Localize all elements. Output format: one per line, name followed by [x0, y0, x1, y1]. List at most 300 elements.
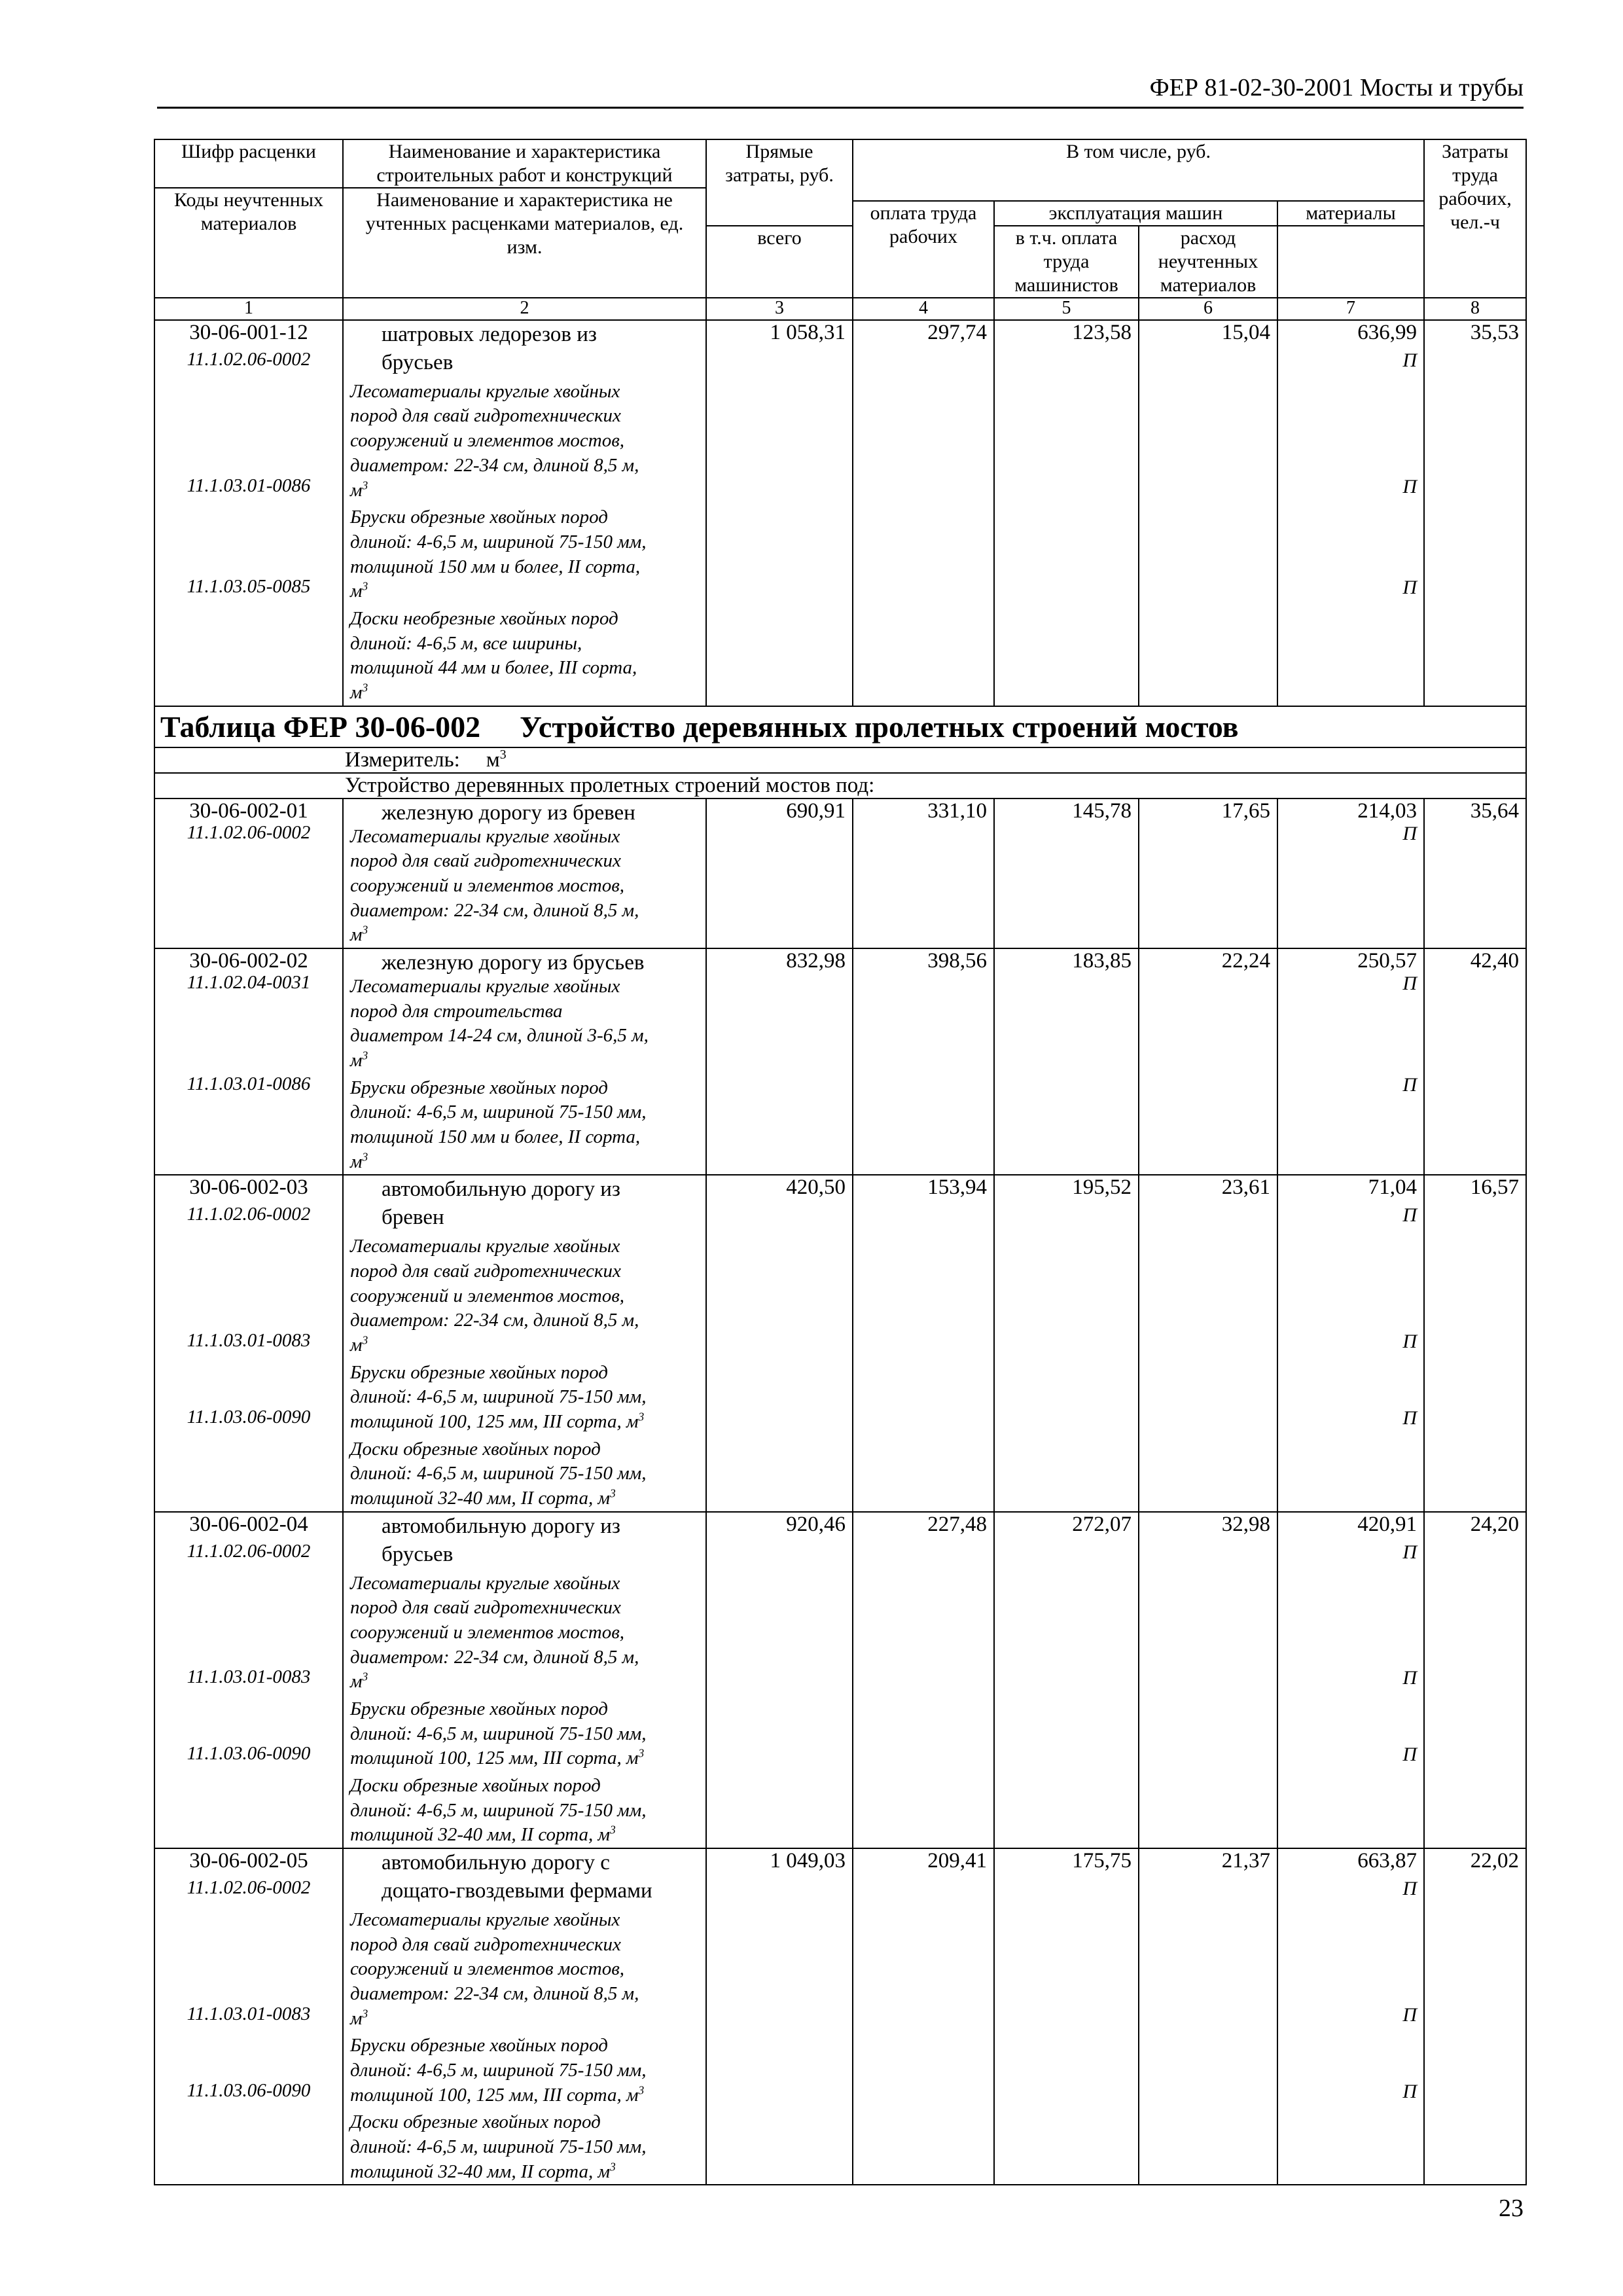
- material-text: диаметром: 22-34 см, длиной 8,5 м,: [350, 899, 639, 921]
- material-text-line: $м^3$: [350, 923, 368, 946]
- machines-labor-cell: [1139, 1848, 1277, 2185]
- material-text: длиной: 4-6,5 м, шириной 75-150 мм,: [350, 2060, 647, 2081]
- table-header: [154, 139, 1526, 320]
- material-description: [350, 1234, 699, 1357]
- material-text-line: [350, 1076, 699, 1101]
- material-text-line: [350, 1100, 699, 1125]
- material-text: пород для свай гидротехнических: [350, 1933, 621, 1955]
- labor-hours-cell-value: 22,02: [1470, 1849, 1520, 1873]
- material-code: 11.1.03.06-0090: [187, 1407, 311, 1428]
- material-text-line: [350, 825, 699, 850]
- work-name-line: железную дорогу из бревен: [382, 800, 635, 825]
- machines-total-cell-value: 195,52: [1072, 1175, 1132, 1200]
- material-text: Лесоматериалы круглые хвойных: [350, 380, 620, 402]
- material-text: толщиной 32-40 мм, II сорта, м: [350, 1488, 610, 1509]
- material-text-line: [350, 1259, 699, 1284]
- material-text: м: [350, 682, 363, 704]
- material-text: пород для свай гидротехнических: [350, 1597, 621, 1619]
- material-text: м: [350, 479, 363, 501]
- material-description: [350, 1437, 699, 1511]
- labor-pay-cell-value: 331,10: [927, 798, 987, 823]
- work-name-cell: [343, 1512, 706, 1848]
- rate-code: 30-06-002-01: [189, 798, 308, 823]
- work-name-line: брусьев: [382, 350, 454, 374]
- material-text: сооружений и элементов мостов,: [350, 430, 625, 452]
- material-price-marker: П: [1402, 350, 1418, 371]
- rate-code: 30-06-002-03: [189, 1175, 308, 1200]
- material-description: [350, 380, 699, 503]
- materials-value: 420,91: [1357, 1512, 1418, 1536]
- work-name: [350, 1513, 699, 1569]
- material-text: длиной: 4-6,5 м, все ширины,: [350, 632, 582, 654]
- work-name-line: дощато-гвоздевыми фермами: [382, 1879, 652, 1903]
- labor-pay-cell: [853, 1512, 994, 1848]
- material-text-line: [350, 530, 699, 555]
- rate-code-cell: [154, 1848, 343, 2185]
- material-text: длиной: 4-6,5 м, шириной 75-150 мм,: [350, 1102, 647, 1123]
- column-number: 2: [343, 298, 706, 320]
- material-text: длиной: 4-6,5 м, шириной 75-150 мм,: [350, 1463, 647, 1484]
- material-code: 11.1.02.04-0031: [187, 972, 311, 994]
- measure-unit: м: [486, 747, 500, 772]
- materials-cell: [1277, 320, 1424, 706]
- material-text-line: $м^3$: [350, 1670, 368, 1693]
- material-text-line: $м^3$: [350, 681, 368, 704]
- material-price-marker: П: [1402, 1667, 1418, 1689]
- labor-pay-cell-value: 209,41: [927, 1849, 987, 1873]
- material-text-line: [350, 999, 699, 1024]
- material-text: длиной: 4-6,5 м, шириной 75-150 мм,: [350, 2136, 647, 2158]
- material-text-line: $м^3$: [350, 2007, 368, 2029]
- labor-pay-cell: [853, 320, 994, 706]
- material-code: 11.1.02.06-0002: [187, 349, 311, 370]
- direct-costs-cell-value: 1 058,31: [770, 321, 846, 344]
- material-text-line: [350, 1024, 699, 1049]
- material-text: Доски необрезные хвойных пород: [350, 607, 618, 629]
- measure-row: Измеритель: $м^3$: [154, 747, 1526, 773]
- column-number: 4: [853, 298, 994, 320]
- material-text-line: [350, 1361, 699, 1386]
- material-text-line: толщиной 32-40 мм, II сорта, $м^3$: [350, 1823, 616, 1846]
- labor-hours-cell-value: 35,64: [1470, 798, 1520, 823]
- machines-total-cell-value: 272,07: [1072, 1512, 1132, 1536]
- material-text: пород для свай гидротехнических: [350, 405, 621, 427]
- rate-code-cell: [154, 948, 343, 1175]
- column-numbers-row: [154, 298, 1526, 320]
- material-text: длиной: 4-6,5 м, шириной 75-150 мм,: [350, 1723, 647, 1744]
- material-price-marker: П: [1402, 822, 1418, 844]
- material-text-line: [350, 1957, 699, 1982]
- material-code: 11.1.03.05-0085: [187, 576, 311, 598]
- material-text-line: $м^3$: [350, 1049, 368, 1071]
- header-materials: материалы: [1277, 201, 1424, 226]
- header-col2-top: Наименование и характеристика строительных работ и конструкций: [343, 139, 706, 188]
- material-text: толщиной 100, 125 мм, III сорта, м: [350, 1411, 639, 1433]
- document-header-title: ФЕР 81-02-30-2001 Мосты и трубы: [1149, 74, 1524, 101]
- material-text: пород для свай гидротехнических: [350, 1260, 621, 1282]
- machines-labor-cell-value: 21,37: [1221, 1849, 1270, 1873]
- material-description: [350, 1774, 699, 1848]
- materials-cell: [1277, 1175, 1424, 1511]
- material-text-line: [350, 1234, 699, 1259]
- material-text: Лесоматериалы круглые хвойных: [350, 1572, 620, 1594]
- material-code: 11.1.03.06-0090: [187, 1743, 311, 1765]
- material-text-line: толщиной 32-40 мм, II сорта, $м^3$: [350, 1486, 616, 1509]
- material-text: Доски обрезные хвойных пород: [350, 2111, 601, 2133]
- material-price-marker: П: [1402, 577, 1418, 599]
- direct-costs-cell: [706, 1848, 853, 2185]
- materials-cell: [1277, 1512, 1424, 1848]
- machines-total-cell-value: 145,78: [1072, 798, 1132, 823]
- labor-pay-cell: [853, 1848, 994, 2185]
- machines-labor-cell: [1139, 1175, 1277, 1511]
- material-price-marker: П: [1402, 1878, 1418, 1900]
- work-name: [350, 949, 699, 977]
- material-text-line: [350, 1621, 699, 1645]
- material-text: диаметром: 22-34 см, длиной 8,5 м,: [350, 1646, 639, 1668]
- materials-cell: [1277, 1848, 1424, 2185]
- direct-costs-cell-value: 920,46: [786, 1512, 846, 1536]
- material-price-marker: П: [1402, 1744, 1418, 1766]
- material-text-line: [350, 1284, 699, 1309]
- machines-labor-cell-value: 23,61: [1221, 1175, 1270, 1200]
- material-text: Лесоматериалы круглые хвойных: [350, 825, 620, 847]
- material-text-line: [350, 849, 699, 874]
- material-text: Лесоматериалы круглые хвойных: [350, 975, 620, 997]
- material-text: толщиной 150 мм и более, II сорта,: [350, 556, 641, 577]
- material-text-line: [350, 1385, 699, 1410]
- material-text: м: [350, 1334, 363, 1355]
- labor-hours-cell-value: 35,53: [1470, 321, 1520, 344]
- material-text-line: [350, 555, 699, 580]
- labor-pay-cell-value: 297,74: [927, 321, 987, 344]
- work-name-cell: [343, 948, 706, 1175]
- material-code: 11.1.02.06-0002: [187, 1540, 311, 1562]
- material-text: пород для строительства: [350, 1000, 563, 1022]
- machines-total-cell: [994, 948, 1139, 1175]
- material-text: Бруски обрезные хвойных пород: [350, 1361, 608, 1383]
- material-text-line: [350, 975, 699, 999]
- machines-total-cell: [994, 1512, 1139, 1848]
- material-code: 11.1.03.06-0090: [187, 2079, 311, 2101]
- material-text-line: [350, 1799, 699, 1823]
- material-text: Лесоматериалы круглые хвойных: [350, 1236, 620, 1257]
- material-code: 11.1.03.01-0083: [187, 1329, 311, 1351]
- labor-pay-cell: [853, 948, 994, 1175]
- material-code: 11.1.02.06-0002: [187, 1204, 311, 1225]
- work-name-line: автомобильную дорогу из: [382, 1514, 620, 1538]
- material-text: м: [350, 1671, 363, 1693]
- material-text-line: [350, 656, 699, 681]
- header-col2-bottom: Наименование и характеристика не учтенных расценками материалов, ед. изм.: [343, 188, 706, 298]
- material-code: 11.1.02.06-0002: [187, 821, 311, 843]
- header-col1-top: Шифр расценки: [154, 139, 343, 188]
- column-number: 5: [994, 298, 1139, 320]
- header-including: В том числе, руб.: [853, 139, 1424, 201]
- machines-labor-cell: [1139, 1512, 1277, 1848]
- rate-code-cell: [154, 1175, 343, 1511]
- work-name-line: шатровых ледорезов из: [382, 323, 597, 346]
- machines-labor-cell-value: 32,98: [1221, 1512, 1270, 1536]
- material-text-line: $м^3$: [350, 1333, 368, 1355]
- measure-label: Измеритель:: [345, 747, 460, 772]
- material-text: Лесоматериалы круглые хвойных: [350, 1909, 620, 1930]
- material-text-line: [350, 1462, 699, 1486]
- material-text: м: [350, 1151, 363, 1172]
- table-row: [154, 798, 1526, 948]
- machines-labor-cell: [1139, 798, 1277, 948]
- labor-pay-cell-value: 227,48: [927, 1512, 987, 1536]
- material-text-line: [350, 899, 699, 924]
- material-text: толщиной 32-40 мм, II сорта, м: [350, 1824, 610, 1846]
- material-text-line: [350, 1982, 699, 2007]
- material-text: Бруски обрезные хвойных пород: [350, 1077, 608, 1098]
- material-text-line: [350, 607, 699, 632]
- material-text-line: [350, 1596, 699, 1621]
- header-materials-unaccounted: расход неучтенных материалов: [1139, 226, 1277, 298]
- material-code: 11.1.03.01-0083: [187, 1666, 311, 1688]
- material-text-line: [350, 1308, 699, 1333]
- material-text-line: [350, 1774, 699, 1799]
- page-number: 23: [1499, 2195, 1524, 2222]
- labor-hours-cell: [1424, 1512, 1526, 1848]
- material-description: [350, 1361, 699, 1435]
- machines-labor-cell-value: 22,24: [1221, 949, 1270, 973]
- material-text-line: толщиной 32-40 мм, II сорта, $м^3$: [350, 2160, 616, 2182]
- labor-hours-cell: [1424, 948, 1526, 1175]
- material-text-line: [350, 632, 699, 656]
- labor-pay-cell: [853, 1175, 994, 1511]
- table-row: [154, 1512, 1526, 1848]
- material-text-line: [350, 1645, 699, 1670]
- material-text: толщиной 100, 125 мм, III сорта, м: [350, 2084, 639, 2106]
- material-price-marker: П: [1402, 2003, 1418, 2026]
- table-row: [154, 1848, 1526, 2185]
- table-body-rest: [154, 798, 1526, 2185]
- table-row: [154, 1175, 1526, 1511]
- material-text-line: [350, 2135, 699, 2160]
- material-text-line: толщиной 100, 125 мм, III сорта, $м^3$: [350, 2083, 645, 2106]
- material-text: сооружений и элементов мостов,: [350, 874, 625, 896]
- direct-costs-cell: [706, 798, 853, 948]
- material-text-line: [350, 1697, 699, 1722]
- material-code: 11.1.03.01-0086: [187, 475, 311, 496]
- material-description: [350, 1571, 699, 1695]
- labor-hours-cell-value: 24,20: [1470, 1512, 1520, 1536]
- machines-total-cell: [994, 320, 1139, 706]
- material-text-line: [350, 380, 699, 404]
- column-number: 6: [1139, 298, 1277, 320]
- material-text: Доски обрезные хвойных пород: [350, 1775, 601, 1797]
- section-header: Устройство деревянных пролетных строений мостов под:: [154, 773, 1526, 798]
- rate-code-cell: [154, 1512, 343, 1848]
- table-section-title: [154, 706, 1526, 798]
- material-text: Бруски обрезные хвойных пород: [350, 1698, 608, 1719]
- labor-pay-cell-value: 153,94: [927, 1175, 987, 1200]
- machines-total-cell: [994, 1175, 1139, 1511]
- rate-code: 30-06-002-02: [189, 949, 308, 973]
- material-text-line: [350, 1125, 699, 1150]
- work-name: [350, 1849, 699, 1905]
- column-number: 1: [154, 298, 343, 320]
- work-name-line: железную дорогу из брусьев: [382, 951, 645, 975]
- material-text: сооружений и элементов мостов,: [350, 1958, 625, 1980]
- work-name: [350, 799, 699, 827]
- table-title: [154, 706, 1526, 747]
- rates-table: [154, 139, 1527, 2185]
- table-body-first: [154, 320, 1526, 706]
- direct-costs-cell: [706, 1175, 853, 1511]
- material-text: м: [350, 2007, 363, 2029]
- material-code: 11.1.02.06-0002: [187, 1877, 311, 1899]
- material-price-marker: П: [1402, 973, 1418, 995]
- header-col1-bottom: Коды неучтенных материалов: [154, 188, 343, 298]
- labor-hours-cell-value: 42,40: [1470, 949, 1520, 973]
- material-text: Бруски обрезные хвойных пород: [350, 2035, 608, 2056]
- material-description: [350, 825, 699, 948]
- work-name: [350, 321, 699, 377]
- work-name-cell: [343, 1175, 706, 1511]
- material-description: [350, 607, 699, 706]
- material-text-line: [350, 404, 699, 429]
- rate-code: 30-06-002-04: [189, 1512, 308, 1536]
- header-machines: эксплуатация машин: [994, 201, 1277, 226]
- material-text: диаметром 14-24 см, длиной 3-6,5 м,: [350, 1025, 649, 1047]
- direct-costs-cell-value: 832,98: [786, 949, 846, 973]
- material-price-marker: П: [1402, 475, 1418, 497]
- machines-total-cell-value: 183,85: [1072, 949, 1132, 973]
- column-number: 8: [1424, 298, 1526, 320]
- material-price-marker: П: [1402, 1204, 1418, 1227]
- material-text-line: [350, 454, 699, 478]
- rate-code-cell: [154, 320, 343, 706]
- work-name-line: брусьев: [382, 1542, 454, 1566]
- material-description: [350, 1697, 699, 1771]
- material-text-line: $м^3$: [350, 478, 368, 501]
- material-code: 11.1.03.01-0083: [187, 2003, 311, 2024]
- materials-cell: [1277, 948, 1424, 1175]
- material-text-line: [350, 2034, 699, 2058]
- material-price-marker: П: [1402, 2080, 1418, 2102]
- material-text: м: [350, 1050, 363, 1071]
- direct-costs-cell: [706, 1512, 853, 1848]
- materials-value: 250,57: [1357, 949, 1418, 973]
- material-text-line: [350, 2110, 699, 2135]
- material-text-line: толщиной 100, 125 мм, III сорта, $м^3$: [350, 1746, 645, 1769]
- header-rule: [157, 107, 1524, 109]
- labor-hours-cell: [1424, 320, 1526, 706]
- machines-labor-cell-value: 17,65: [1221, 798, 1270, 823]
- materials-value: 663,87: [1357, 1849, 1418, 1873]
- table-row: [154, 948, 1526, 1175]
- header-direct-costs: Прямые затраты, руб.: [706, 139, 853, 226]
- direct-costs-cell-value: 690,91: [786, 798, 846, 823]
- material-text-line: [350, 1908, 699, 1933]
- direct-costs-cell: [706, 948, 853, 1175]
- table-row: [154, 320, 1526, 706]
- material-text: длиной: 4-6,5 м, шириной 75-150 мм,: [350, 1386, 647, 1408]
- material-price-marker: П: [1402, 1330, 1418, 1352]
- material-price-marker: П: [1402, 1073, 1418, 1096]
- material-price-marker: П: [1402, 1541, 1418, 1563]
- materials-value: 214,03: [1357, 798, 1418, 823]
- material-text: диаметром: 22-34 см, длиной 8,5 м,: [350, 454, 639, 476]
- table-title-name: Устройство деревянных пролетных строений мостов: [520, 709, 1239, 744]
- labor-pay-cell-value: 398,56: [927, 949, 987, 973]
- material-text-line: [350, 1933, 699, 1958]
- material-text: диаметром: 22-34 см, длиной 8,5 м,: [350, 1982, 639, 2004]
- material-text: м: [350, 581, 363, 602]
- material-text-line: [350, 1437, 699, 1462]
- materials-cell: [1277, 798, 1424, 948]
- materials-value: 71,04: [1368, 1175, 1418, 1200]
- column-number: 7: [1277, 298, 1424, 320]
- material-description: [350, 1908, 699, 2031]
- direct-costs-cell-value: 420,50: [786, 1175, 846, 1200]
- column-number: 3: [706, 298, 853, 320]
- material-text: толщиной 150 мм и более, II сорта,: [350, 1126, 641, 1148]
- material-text: длиной: 4-6,5 м, шириной 75-150 мм,: [350, 531, 647, 552]
- labor-hours-cell: [1424, 798, 1526, 948]
- material-text-line: [350, 505, 699, 530]
- machines-total-cell: [994, 798, 1139, 948]
- labor-pay-cell: [853, 798, 994, 948]
- work-name-cell: [343, 798, 706, 948]
- material-description: [350, 505, 699, 604]
- material-text: толщиной 100, 125 мм, III сорта, м: [350, 1748, 639, 1769]
- material-text-line: $м^3$: [350, 579, 368, 602]
- material-text: Бруски обрезные хвойных пород: [350, 507, 608, 528]
- work-name-line: автомобильную дорогу из: [382, 1177, 620, 1202]
- material-text-line: [350, 429, 699, 454]
- work-name-line: бревен: [382, 1206, 444, 1230]
- work-name-line: автомобильную дорогу с: [382, 1851, 610, 1875]
- header-labor-costs: Затраты труда рабочих, чел.-ч: [1424, 139, 1526, 298]
- machines-total-cell: [994, 1848, 1139, 2185]
- material-text-line: [350, 1571, 699, 1596]
- header-machines-total: всего: [706, 226, 853, 298]
- rate-code-cell: [154, 798, 343, 948]
- material-text-line: толщиной 100, 125 мм, III сорта, $м^3$: [350, 1410, 645, 1433]
- work-name-cell: [343, 320, 706, 706]
- material-code: 11.1.03.01-0086: [187, 1073, 311, 1094]
- work-name-cell: [343, 1848, 706, 2185]
- labor-hours-cell: [1424, 1848, 1526, 2185]
- material-text-line: [350, 874, 699, 899]
- material-text: длиной: 4-6,5 м, шириной 75-150 мм,: [350, 1799, 647, 1821]
- direct-costs-cell-value: 1 049,03: [770, 1849, 846, 1873]
- material-price-marker: П: [1402, 1407, 1418, 1429]
- material-description: [350, 2034, 699, 2108]
- material-text: диаметром: 22-34 см, длиной 8,5 м,: [350, 1310, 639, 1331]
- labor-hours-cell-value: 16,57: [1470, 1175, 1520, 1200]
- header-machines-labor: в т.ч. оплата труда машинистов: [994, 226, 1139, 298]
- material-description: [350, 1076, 699, 1175]
- material-text: Доски обрезные хвойных пород: [350, 1438, 601, 1460]
- machines-labor-cell: [1139, 320, 1277, 706]
- material-text-line: $м^3$: [350, 1150, 368, 1172]
- material-text: сооружений и элементов мостов,: [350, 1621, 625, 1643]
- table-title-code: Таблица ФЕР 30-06-002: [160, 709, 481, 744]
- material-text: толщиной 32-40 мм, II сорта, м: [350, 2161, 610, 2182]
- material-description: [350, 975, 699, 1073]
- labor-hours-cell: [1424, 1175, 1526, 1511]
- machines-labor-cell: [1139, 948, 1277, 1175]
- header-labor-pay: оплата труда рабочих: [853, 201, 994, 298]
- machines-total-cell-value: 123,58: [1072, 321, 1132, 344]
- material-text: сооружений и элементов мостов,: [350, 1285, 625, 1306]
- direct-costs-cell: [706, 320, 853, 706]
